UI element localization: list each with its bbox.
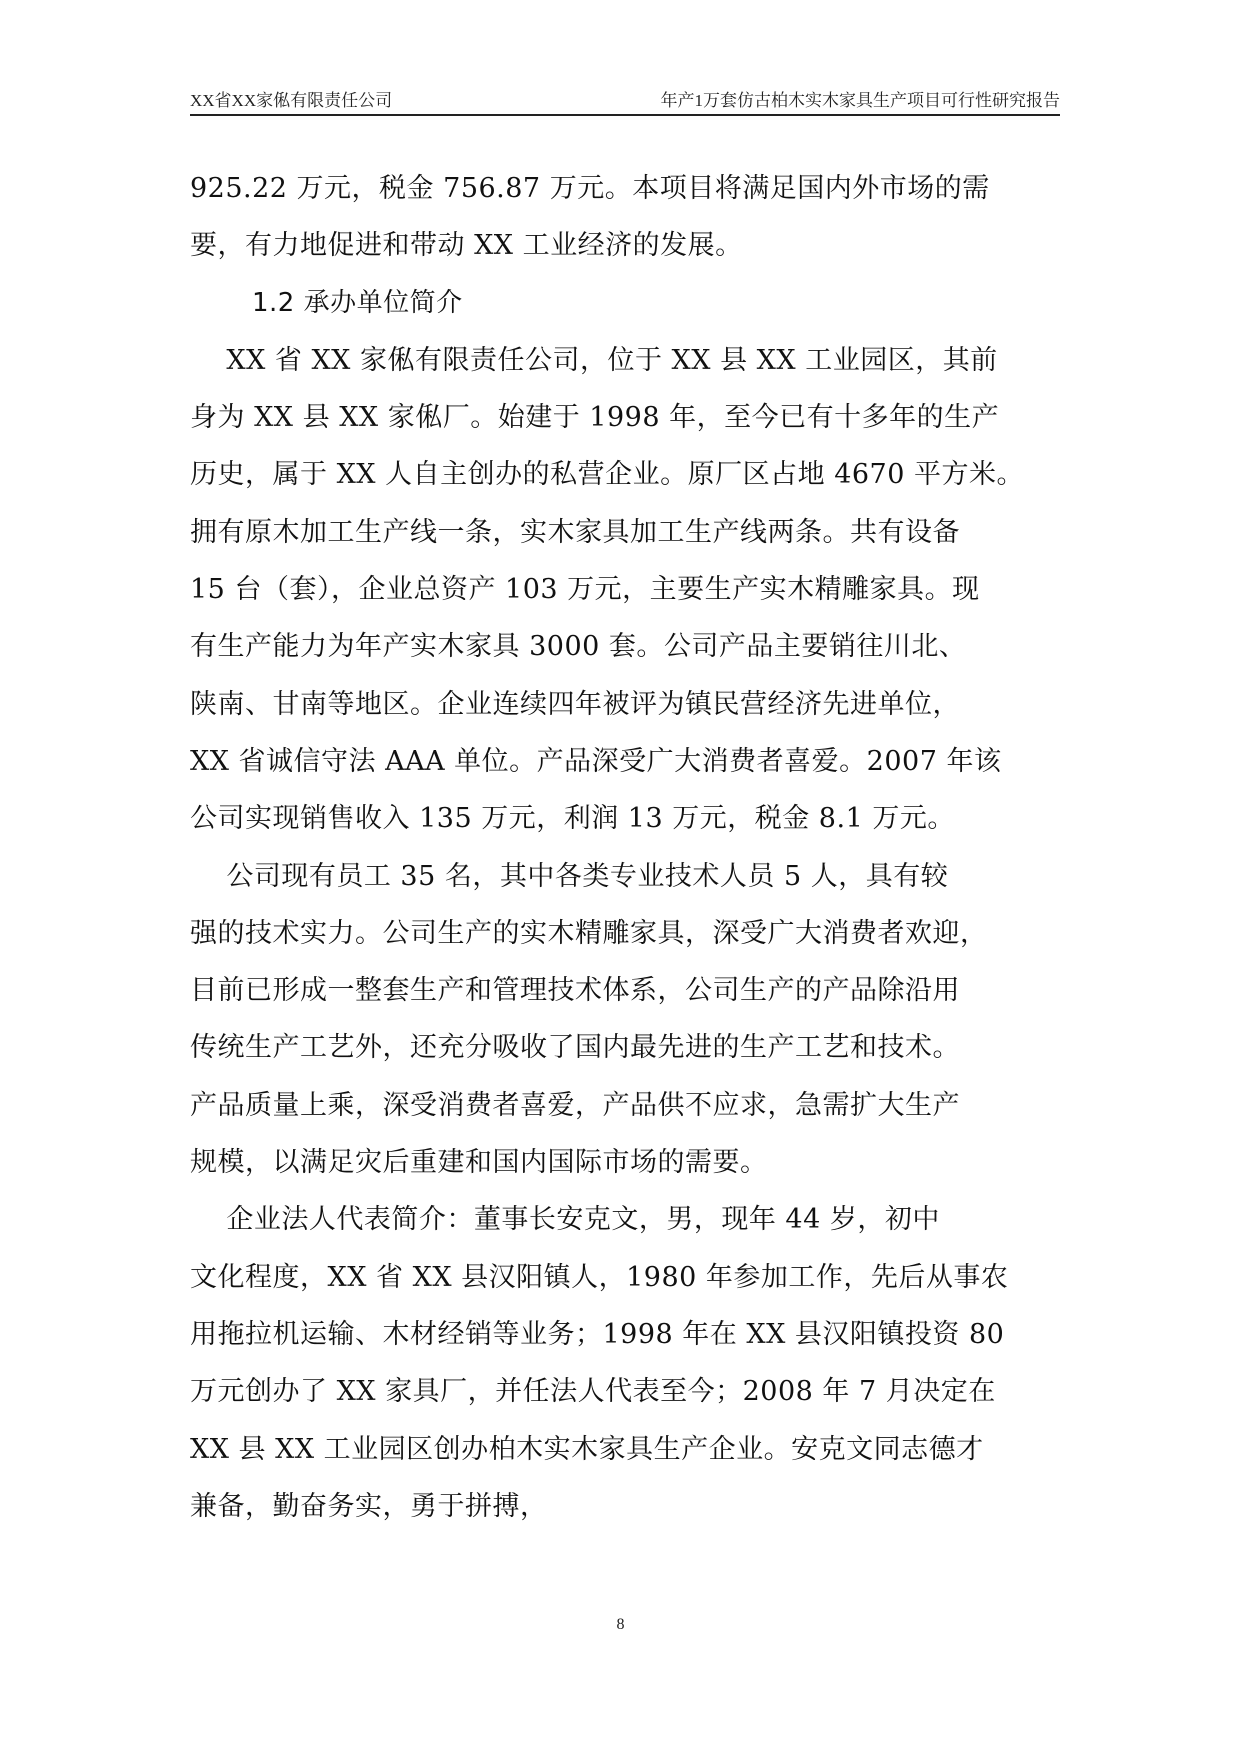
section-heading: 1.2 承办单位简介 xyxy=(252,287,463,318)
header-company-name: XX省XX家俬有限责任公司 xyxy=(190,91,393,110)
page-number: 8 xyxy=(616,1616,625,1633)
paragraph-1-line: 拥有原木加工生产线一条，实木家具加工生产线两条。共有设备 xyxy=(190,516,960,548)
header-report-title: 年产1万套仿古柏木实木家具生产项目可行性研究报告 xyxy=(660,91,1060,110)
header-divider xyxy=(190,114,1060,116)
paragraph-1-line: 陕南、甘南等地区。企业连续四年被评为镇民营经济先进单位， xyxy=(190,688,960,720)
paragraph-2-line: 规模，以满足灾后重建和国内国际市场的需要。 xyxy=(190,1147,768,1179)
paragraph-2-line: 强的技术实力。公司生产的实木精雕家具，深受广大消费者欢迎， xyxy=(190,917,988,949)
paragraph-3-line: XX 县 XX 工业园区创办柏木实木家具生产企业。安克文同志德才 xyxy=(190,1433,984,1465)
paragraph-2-line: 公司现有员工 35 名，其中各类专业技术人员 5 人，具有较 xyxy=(190,860,949,892)
intro-line: 要，有力地促进和带动 XX 工业经济的发展。 xyxy=(190,230,743,262)
paragraph-1-line: 有生产能力为年产实木家具 3000 套。公司产品主要销往川北、 xyxy=(190,631,967,663)
paragraph-3-line: 万元创办了 XX 家具厂，并任法人代表至今；2008 年 7 月决定在 xyxy=(190,1376,996,1408)
paragraph-1-line: 身为 XX 县 XX 家俬厂。始建于 1998 年，至今已有十多年的生产 xyxy=(190,402,1000,434)
paragraph-1-line: 公司实现销售收入 135 万元，利润 13 万元，税金 8.1 万元。 xyxy=(190,803,955,835)
paragraph-2-line: 产品质量上乘，深受消费者喜爱，产品供不应求，急需扩大生产 xyxy=(190,1089,960,1121)
paragraph-1-line: 历史，属于 XX 人自主创办的私营企业。原厂区占地 4670 平方米。 xyxy=(190,459,1024,491)
paragraph-1-line: XX 省诚信守法 AAA 单位。产品深受广大消费者喜爱。2007 年该 xyxy=(190,745,1002,777)
paragraph-2-line: 传统生产工艺外，还充分吸收了国内最先进的生产工艺和技术。 xyxy=(190,1032,960,1064)
paragraph-3-line: 用拖拉机运输、木材经销等业务；1998 年在 XX 县汉阳镇投资 80 xyxy=(190,1318,1005,1350)
document-body xyxy=(190,160,1060,1535)
paragraph-2-line: 目前已形成一整套生产和管理技术体系，公司生产的产品除沿用 xyxy=(190,975,960,1007)
intro-line: 925.22 万元，税金 756.87 万元。本项目将满足国内外市场的需 xyxy=(190,173,990,204)
page-header xyxy=(190,86,1060,114)
paragraph-3-line: 文化程度，XX 省 XX 县汉阳镇人，1980 年参加工作，先后从事农 xyxy=(190,1261,1009,1293)
paragraph-3-line: 企业法人代表简介：董事长安克文，男，现年 44 岁，初中 xyxy=(190,1204,940,1236)
paragraph-3-line: 兼备，勤奋务实，勇于拼搏， xyxy=(190,1490,548,1522)
paragraph-1-line: 15 台（套），企业总资产 103 万元，主要生产实木精雕家具。现 xyxy=(190,574,980,606)
paragraph-1-line: XX 省 XX 家俬有限责任公司，位于 XX 县 XX 工业园区，其前 xyxy=(190,344,998,376)
